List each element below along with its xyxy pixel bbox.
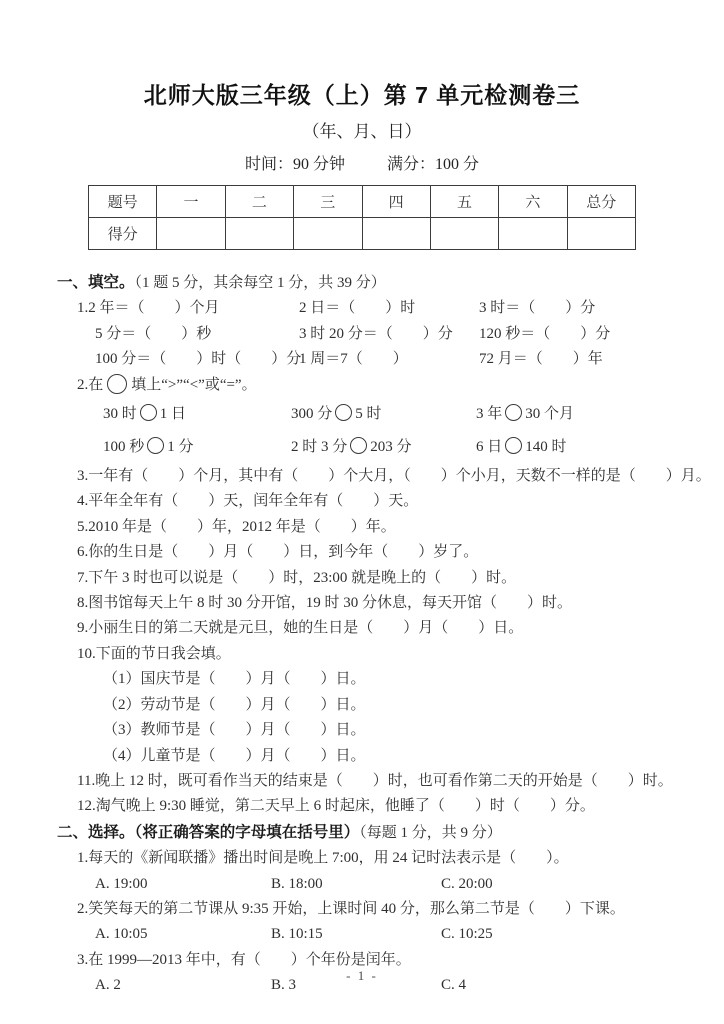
choice-question-3: 3.在 1999—2013 年中，有（ ）个年份是闰年。 xyxy=(77,951,411,968)
question-5: 5.2010 年是（ ）年，2012 年是（ ）年。 xyxy=(77,518,396,535)
question-2-tail: 填上“>”“<”或“=”。 xyxy=(131,376,257,393)
compare-left: 300 分 xyxy=(291,405,333,422)
option-a: A. 2 xyxy=(95,977,121,994)
compare-left: 3 年 xyxy=(476,405,503,422)
section1-heading xyxy=(57,270,704,296)
score-table-score-row xyxy=(89,218,636,250)
question-6: 6.你的生日是（ ）月（ ）日，到今年（ ）岁了。 xyxy=(77,544,479,561)
blank-circle-icon xyxy=(505,437,522,454)
paper-meta xyxy=(0,151,724,174)
question-10-sub-2: （2）劳动节是（ ）月（ ）日。 xyxy=(103,696,366,713)
section2-note: （每题 1 分，共 9 分） xyxy=(359,824,502,841)
paper-body xyxy=(0,270,724,999)
compare-item xyxy=(476,402,704,427)
fill-item: 100 分＝（ ）时（ ）分 xyxy=(95,351,302,368)
question-1-row-2 xyxy=(57,322,704,347)
score-table-col: 六 xyxy=(499,186,567,218)
option-b: B. 18:00 xyxy=(271,875,323,892)
paper-subtitle: （年、月、日） xyxy=(302,122,422,141)
option-b: B. 10:15 xyxy=(271,926,323,943)
choice-question-2-options xyxy=(57,922,704,947)
score-blank-cell xyxy=(157,218,225,250)
compare-item xyxy=(103,435,291,460)
question-10: 10.下面的节日我会填。 xyxy=(77,645,231,662)
score-row-label: 得分 xyxy=(89,218,157,250)
question-2-lead: 2.在 xyxy=(77,376,104,393)
option-b: B. 3 xyxy=(271,977,297,994)
question-2 xyxy=(57,373,704,398)
question-11: 11.晚上 12 时，既可看作当天的结束是（ ）时，也可看作第二天的开始是（ ）时。 xyxy=(77,772,673,789)
score-blank-cell xyxy=(225,218,293,250)
compare-left: 100 秒 xyxy=(103,438,145,455)
compare-right: 140 时 xyxy=(525,438,567,455)
question-1-row-1 xyxy=(57,296,704,321)
section1-title: 一、填空。 xyxy=(57,274,135,291)
compare-item xyxy=(476,435,704,460)
question-10-sub-1: （1）国庆节是（ ）月（ ）日。 xyxy=(103,671,366,688)
question-2-row-2 xyxy=(57,431,704,464)
score-blank-cell xyxy=(294,218,362,250)
blank-circle-icon xyxy=(505,404,522,421)
compare-right: 5 时 xyxy=(355,405,382,422)
score-blank-cell xyxy=(362,218,430,250)
score-table-col: 五 xyxy=(430,186,498,218)
question-10-sub-3: （3）教师节是（ ）月（ ）日。 xyxy=(103,722,366,739)
fill-item: 2 日＝（ ）时 xyxy=(299,300,416,317)
question-8: 8.图书馆每天上午 8 时 30 分开馆，19 时 30 分休息，每天开馆（ ）时。 xyxy=(77,595,573,612)
score-table xyxy=(88,185,636,250)
full-score-label: 满分：100 分 xyxy=(387,156,480,173)
score-table-col: 二 xyxy=(225,186,293,218)
question-1-row-3 xyxy=(57,347,704,372)
compare-item xyxy=(103,402,291,427)
blank-circle-icon xyxy=(107,374,127,394)
score-table-col: 三 xyxy=(294,186,362,218)
compare-item xyxy=(291,435,476,460)
section2-title: 二、选择。（将正确答案的字母填在括号里） xyxy=(57,823,360,841)
fill-item: 1.2 年＝（ ）个月 xyxy=(77,300,220,317)
choice-question-1: 1.每天的《新闻联播》播出时间是晚上 7:00，用 24 记时法表示是（ ）。 xyxy=(77,850,569,867)
paper-title: 北师大版三年级（上）第 7 单元检测卷三 xyxy=(143,82,581,108)
blank-circle-icon xyxy=(147,437,164,454)
score-table-header-row xyxy=(89,186,636,218)
compare-right: 30 个月 xyxy=(525,405,575,422)
compare-left: 2 时 3 分 xyxy=(291,438,348,455)
fill-item: 72 月＝（ ）年 xyxy=(479,351,603,368)
question-12: 12.淘气晚上 9:30 睡觉，第二天早上 6 时起床，他睡了（ ）时（ ）分。 xyxy=(77,798,595,815)
fill-item: 5 分＝（ ）秒 xyxy=(95,325,212,342)
fill-item: 3 时＝（ ）分 xyxy=(479,300,596,317)
option-c: C. 4 xyxy=(441,977,467,994)
option-c: C. 10:25 xyxy=(441,926,493,943)
blank-circle-icon xyxy=(140,404,157,421)
choice-question-2: 2.笑笑每天的第二节课从 9:35 开始，上课时间 40 分，那么第二节是（ ）下课。 xyxy=(77,900,625,917)
blank-circle-icon xyxy=(335,404,352,421)
compare-right: 1 分 xyxy=(167,438,194,455)
score-blank-cell xyxy=(499,218,567,250)
option-c: C. 20:00 xyxy=(441,875,493,892)
fill-item: 3 时 20 分＝（ ）分 xyxy=(299,325,453,342)
blank-circle-icon xyxy=(350,437,367,454)
option-a: A. 10:05 xyxy=(95,926,148,943)
score-table-col: 一 xyxy=(157,186,225,218)
section2-heading xyxy=(57,820,704,846)
compare-right: 1 日 xyxy=(159,405,187,422)
question-2-row-1 xyxy=(57,398,704,431)
time-limit-label: 时间：90 分钟 xyxy=(244,156,345,173)
question-9: 9.小丽生日的第二天就是元旦，她的生日是（ ）月（ ）日。 xyxy=(77,620,524,637)
compare-left: 30 时 xyxy=(103,405,137,422)
compare-left: 6 日 xyxy=(476,438,503,455)
question-3: 3.一年有（ ）个月，其中有（ ）个大月，（ ）个小月，天数不一样的是（ ）月。 xyxy=(77,468,711,485)
question-7: 7.下午 3 时也可以说是（ ）时，23:00 就是晚上的（ ）时。 xyxy=(77,569,517,586)
question-10-sub-4: （4）儿童节是（ ）月（ ）日。 xyxy=(103,747,366,764)
score-blank-cell xyxy=(430,218,498,250)
option-a: A. 19:00 xyxy=(95,875,148,892)
compare-right: 203 分 xyxy=(370,438,412,455)
question-4: 4.平年全年有（ ）天，闰年全年有（ ）天。 xyxy=(77,493,419,510)
compare-item xyxy=(291,402,476,427)
fill-item: 120 秒＝（ ）分 xyxy=(479,325,611,342)
score-table-col: 总分 xyxy=(567,186,635,218)
section1-note: （1 题 5 分，其余每空 1 分，共 39 分） xyxy=(134,275,386,291)
score-table-col: 四 xyxy=(362,186,430,218)
fill-item: 1 周＝7（ ） xyxy=(299,351,408,368)
page-number: - 1 - xyxy=(346,968,378,983)
score-table-corner: 题号 xyxy=(89,186,157,218)
score-blank-cell xyxy=(567,218,635,250)
choice-question-1-options xyxy=(57,872,704,897)
